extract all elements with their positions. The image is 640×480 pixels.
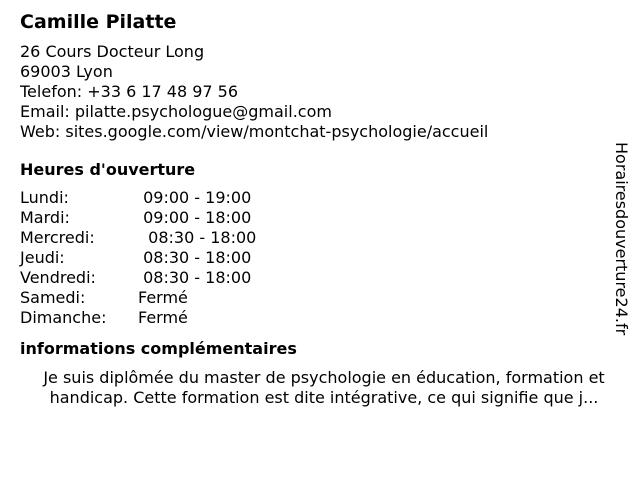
address-street: 26 Cours Docteur Long [20,42,205,61]
hours-time: 08:30 - 18:00 [138,248,252,267]
hours-day: Mardi: [20,208,70,227]
hours-day: Jeudi: [20,248,65,267]
hours-day: Dimanche: [20,308,107,327]
address-city: 69003 Lyon [20,62,113,81]
site-watermark [611,132,631,346]
hours-row [20,208,256,228]
hours-day: Vendredi: [20,268,96,287]
hours-row [20,188,256,208]
hours-day: Samedi: [20,288,86,307]
hours-time: 09:00 - 18:00 [138,208,252,227]
phone-number[interactable]: Telefon: +33 6 17 48 97 56 [20,82,239,101]
hours-day: Lundi: [20,188,69,207]
hours-day: Mercredi: [20,228,95,247]
hours-time: 08:30 - 18:00 [138,268,252,287]
hours-row [20,228,256,248]
hours-row [20,248,256,268]
website-link[interactable]: Web: sites.google.com/view/montchat-psychologie/accueil [20,122,489,141]
email-address[interactable]: Email: pilatte.psychologue@gmail.com [20,102,332,121]
business-name: Camille Pilatte [20,11,177,33]
hours-time: Fermé [138,308,188,327]
hours-time: 08:30 - 18:00 [138,228,257,247]
info-heading: informations complémentaires [20,339,297,358]
hours-row [20,308,256,328]
hours-heading: Heures d'ouverture [20,160,196,179]
business-card [20,10,610,408]
hours-row [20,268,256,288]
contact-block [20,42,610,142]
hours-time: Fermé [138,288,188,307]
info-line-1: Je suis diplômée du master de psychologie en éducation, formation et [43,368,605,387]
hours-time: 09:00 - 19:00 [138,188,252,207]
hours-row [20,288,256,308]
info-description [18,368,630,408]
site-watermark-text: Horairesdouverture24.fr [612,142,631,336]
opening-hours-table [20,188,256,328]
info-line-2: handicap. Cette formation est dite intégrative, ce qui signifie que j... [49,388,599,407]
